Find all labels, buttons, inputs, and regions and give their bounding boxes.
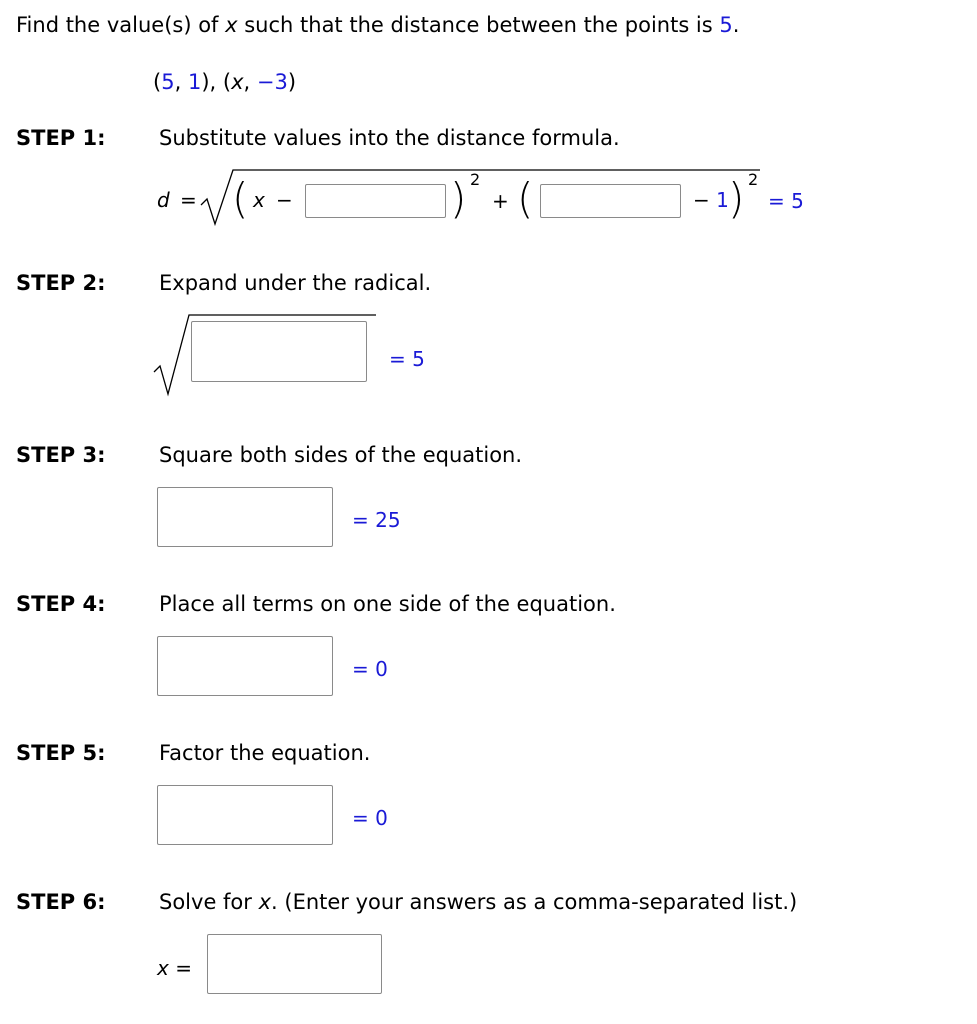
x-answer-label: x = <box>157 956 192 980</box>
step5-input[interactable] <box>157 785 333 845</box>
step3-instruction: Square both sides of the equation. <box>159 443 523 467</box>
exponent-2: 2 <box>748 170 759 189</box>
step5-label: STEP 5: <box>16 741 106 765</box>
distance-variable: d <box>157 188 170 212</box>
exponent-1: 2 <box>470 170 481 189</box>
step2-rhs: = 5 <box>389 347 425 371</box>
step3-label: STEP 3: <box>16 443 106 467</box>
equals-sign: = <box>180 188 197 212</box>
points-text: (5, 1), (x, −3) <box>153 70 297 94</box>
step5-instruction: Factor the equation. <box>159 741 371 765</box>
step4-instruction: Place all terms on one side of the equation. <box>159 592 616 616</box>
step1-rhs: = 5 <box>768 189 804 213</box>
minus-sign: − <box>276 188 293 212</box>
step2-input[interactable] <box>191 321 367 382</box>
step5-rhs: = 0 <box>352 806 388 830</box>
step4-input[interactable] <box>157 636 333 696</box>
minus-one: − 1 <box>693 188 729 212</box>
x-variable: x <box>253 188 265 212</box>
step1-label: STEP 1: <box>16 126 106 150</box>
step1-instruction: Substitute values into the distance formula. <box>159 126 620 150</box>
right-paren-2: ) <box>728 174 745 223</box>
step6-label: STEP 6: <box>16 890 106 914</box>
step2-label: STEP 2: <box>16 271 106 295</box>
plus-sign: + <box>492 189 509 213</box>
step2-instruction: Expand under the radical. <box>159 271 432 295</box>
left-paren-1: ( <box>232 174 249 223</box>
right-paren-1: ) <box>450 174 467 223</box>
step6-instruction: Solve for x. (Enter your answers as a comma-separated list.) <box>159 890 798 914</box>
step3-input[interactable] <box>157 487 333 547</box>
step4-rhs: = 0 <box>352 657 388 681</box>
question-text: Find the value(s) of x such that the distance between the points is 5. <box>16 13 740 37</box>
step6-answer-input[interactable] <box>207 934 382 994</box>
left-paren-2: ( <box>517 174 534 223</box>
step1-x-offset-input[interactable] <box>305 184 446 218</box>
step3-rhs: = 25 <box>352 508 401 532</box>
step4-label: STEP 4: <box>16 592 106 616</box>
step1-y-value-input[interactable] <box>540 184 681 218</box>
